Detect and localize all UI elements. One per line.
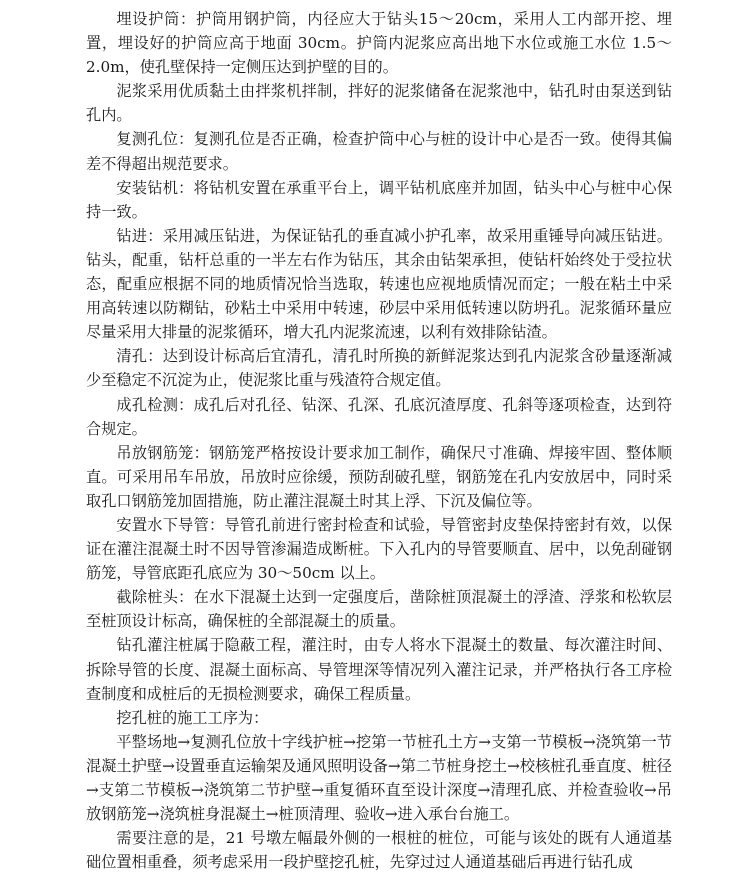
paragraph-tremie-pipe: 安置水下导管：导管孔前进行密封检查和试验，导管密封皮垫保持密封有效，以保证在灌注混凝土时不因导管渗漏造成断桩。下入孔内的导管要顺直、居中，以免刮碰钢筋笼，导管底距孔底应为 30～50cm 以上。 xyxy=(86,515,672,583)
paragraph-note: 需要注意的是，21 号墩左幅最外侧的一根桩的桩位，可能与该处的既有人通道基础位置相重叠，须考虑采用一段护壁挖孔桩，先穿过过人通道基础后再进行钻孔成 xyxy=(86,829,672,872)
paragraph-pile-head: 截除桩头：在水下混凝土达到一定强度后，凿除桩顶混凝土的浮渣、浮浆和松软层至桩顶设计标高，确保桩的全部混凝土的质量。 xyxy=(86,588,672,631)
paragraph-recheck-position: 复测孔位：复测孔位是否正确，检查护筒中心与桩的设计中心是否一致。使得其偏差不得超出规范要求。 xyxy=(86,130,672,173)
paragraph-slurry: 泥浆采用优质黏土由拌浆机拌制，拌好的泥浆储备在泥浆池中，钻孔时由泵送到钻孔内。 xyxy=(86,82,672,125)
paragraph-dug-pile-heading: 挖孔桩的施工工序为： xyxy=(116,708,269,727)
paragraph-drilling: 钻进：采用减压钻进，为保证钻孔的垂直减小护孔率，故采用重锤导向减压钻进。钻头，配重，钻杆总重的一半左右作为钻压，其余由钻架承担，使钻杆始终处于受拉状态，配重应根据不同的地质情况恰当选取，转速也应视地质情况而定；一般在粘土中采用高转速以防糊钻，砂粘土中采用中转速，砂层中采用低转速以防坍孔。泥浆循环量应尽量采用大排量的泥浆循环，增大孔内泥浆流速，以利有效排除钻渣。 xyxy=(86,226,672,342)
paragraph-rebar-cage: 吊放钢筋笼：钢筋笼严格按设计要求加工制作，确保尺寸准确、焊接牢固、整体顺直。可采用吊车吊放，吊放时应徐缓，预防刮破孔壁，钢筋笼在孔内安放居中，同时采取孔口钢筋笼加固措施，防止灌注混凝土时其上浮、下沉及偏位等。 xyxy=(86,443,672,510)
document-body xyxy=(86,7,672,874)
paragraph-install-rig: 安装钻机：将钻机安置在承重平台上，调平钻机底座并加固，钻头中心与桩中心保持一致。 xyxy=(86,178,672,221)
paragraph-dug-pile-sequence: 平整场地→复测孔位放十字线护桩→挖第一节桩孔土方→支第一节模板→浇筑第一节混凝土护壁→设置垂直运输架及通风照明设备→第二节桩身挖土→校核桩孔垂直度、桩径→支第二节模板→浇筑第二节护壁→重复循环直至设计深度→清理孔底、并检查验收→吊放钢筋笼→浇筑桩身混凝土→桩顶清理、验收→进入承台台施工。 xyxy=(86,732,672,824)
paragraph-casing: 埋设护筒：护筒用钢护筒，内径应大于钻头15～20cm，采用人工内部开挖、埋置，埋设好的护筒应高于地面 30cm。护筒内泥浆应高出地下水位或施工水位 1.5～2.0m，使孔壁保持一定侧压达到护壁的目的。 xyxy=(86,10,672,77)
paragraph-quality-record: 钻孔灌注桩属于隐蔽工程，灌注时，由专人将水下混凝土的数量、每次灌注时间、拆除导管的长度、混凝土面标高、导管埋深等情况列入灌注记录，并严格执行各工序检查制度和成桩后的无损检测要求，确保工程质量。 xyxy=(86,636,672,703)
paragraph-hole-inspection: 成孔检测：成孔后对孔径、钻深、孔深、孔底沉渣厚度、孔斜等逐项检查，达到符合规定。 xyxy=(86,395,672,438)
paragraph-cleaning: 清孔：达到设计标高后宜清孔，清孔时所换的新鲜泥浆达到孔内泥浆含砂量逐渐减少至稳定不沉淀为止，使泥浆比重与残渣符合规定值。 xyxy=(86,347,672,390)
